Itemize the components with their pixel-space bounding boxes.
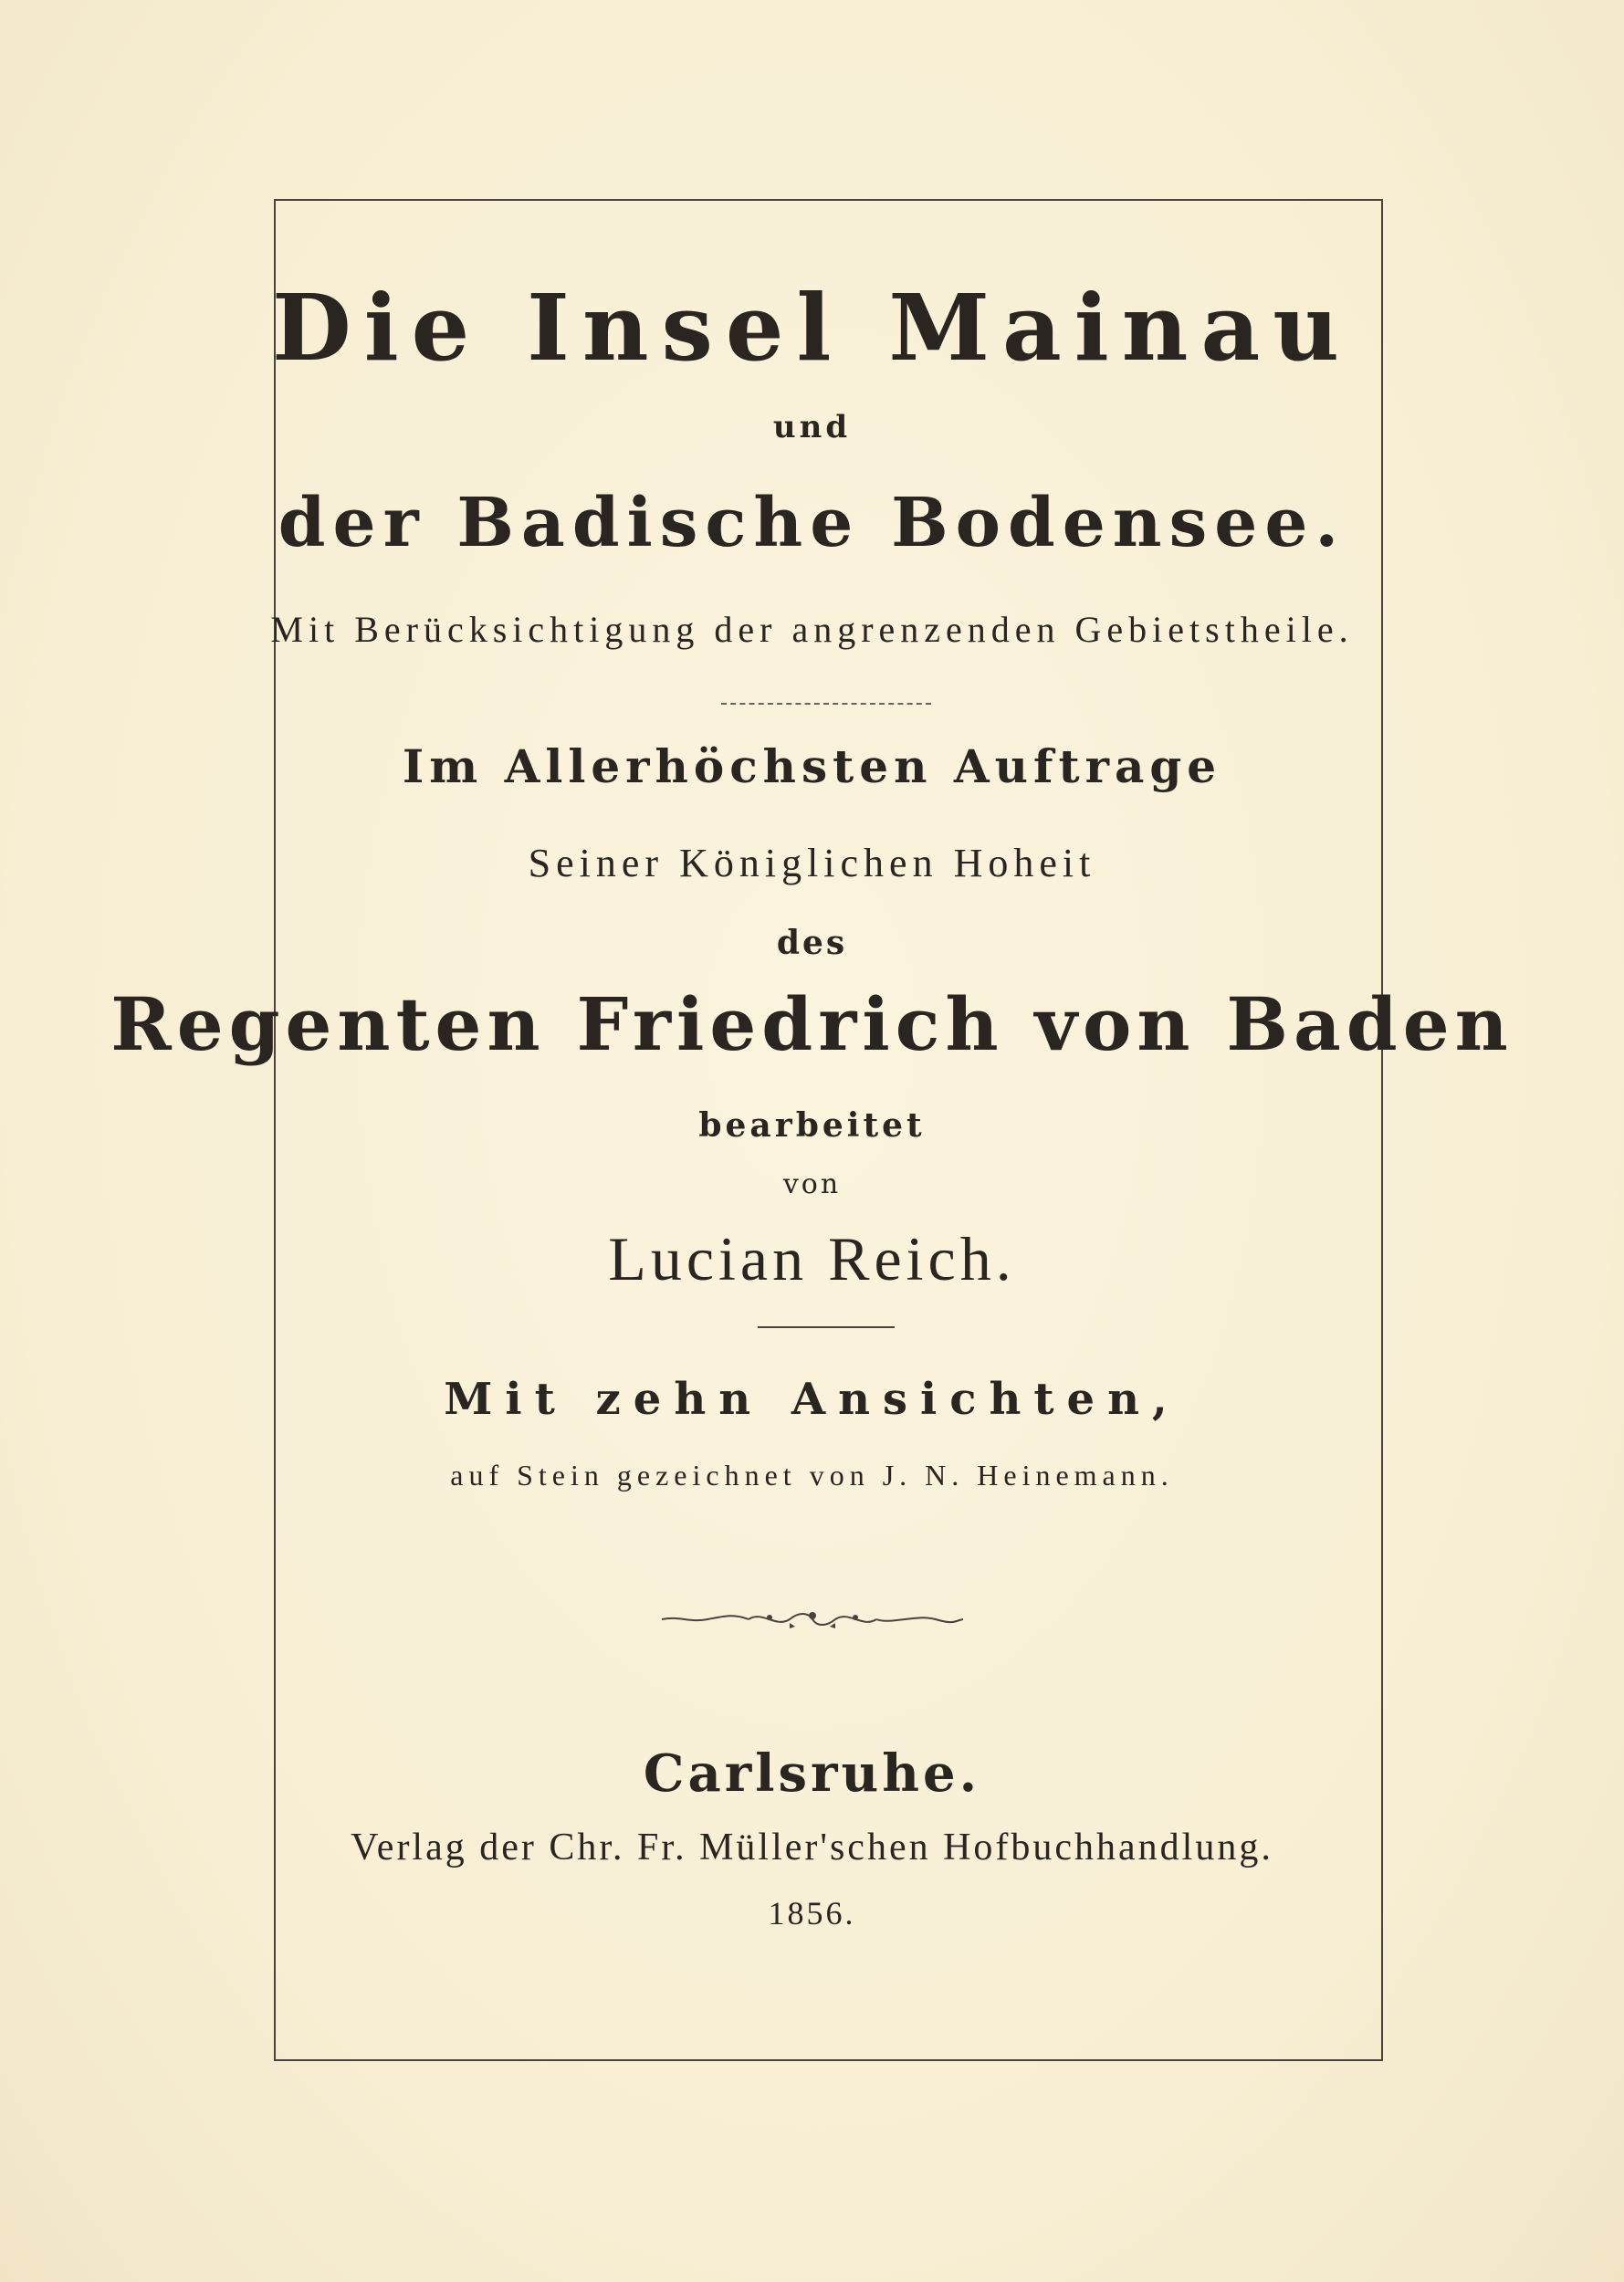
illustrations-line: Mit zehn Ansichten, <box>444 1374 1180 1425</box>
ornament-flourish-icon <box>662 1608 963 1630</box>
author-name: Lucian Reich. <box>608 1224 1016 1293</box>
book-subtitle: der Badische Bodensee. <box>278 484 1346 562</box>
wavy-divider <box>721 703 931 705</box>
honorific-line: Seiner Königlichen Hoheit <box>528 841 1096 885</box>
commission-line: Im Allerhöchsten Auftrage <box>402 739 1222 793</box>
connector-text: und <box>772 409 852 445</box>
book-title: Die Insel Mainau <box>271 274 1353 382</box>
publisher-line: Verlag der Chr. Fr. Müller'schen Hofbuchhandlung. <box>351 1827 1273 1869</box>
patron-name: Regenten Friedrich von Baden <box>110 981 1514 1067</box>
place-of-publication: Carlsruhe. <box>643 1743 981 1804</box>
subtitle-note: Mit Berücksichtigung der angrenzenden Gebietstheile. <box>270 609 1354 650</box>
edited-label: bearbeitet <box>698 1106 926 1145</box>
by-label: von <box>782 1168 842 1200</box>
publication-year: 1856. <box>768 1895 856 1931</box>
illustrator-line: auf Stein gezeichnet von J. N. Heinemann. <box>450 1459 1174 1492</box>
article-text: des <box>776 924 848 962</box>
short-divider <box>758 1326 895 1328</box>
